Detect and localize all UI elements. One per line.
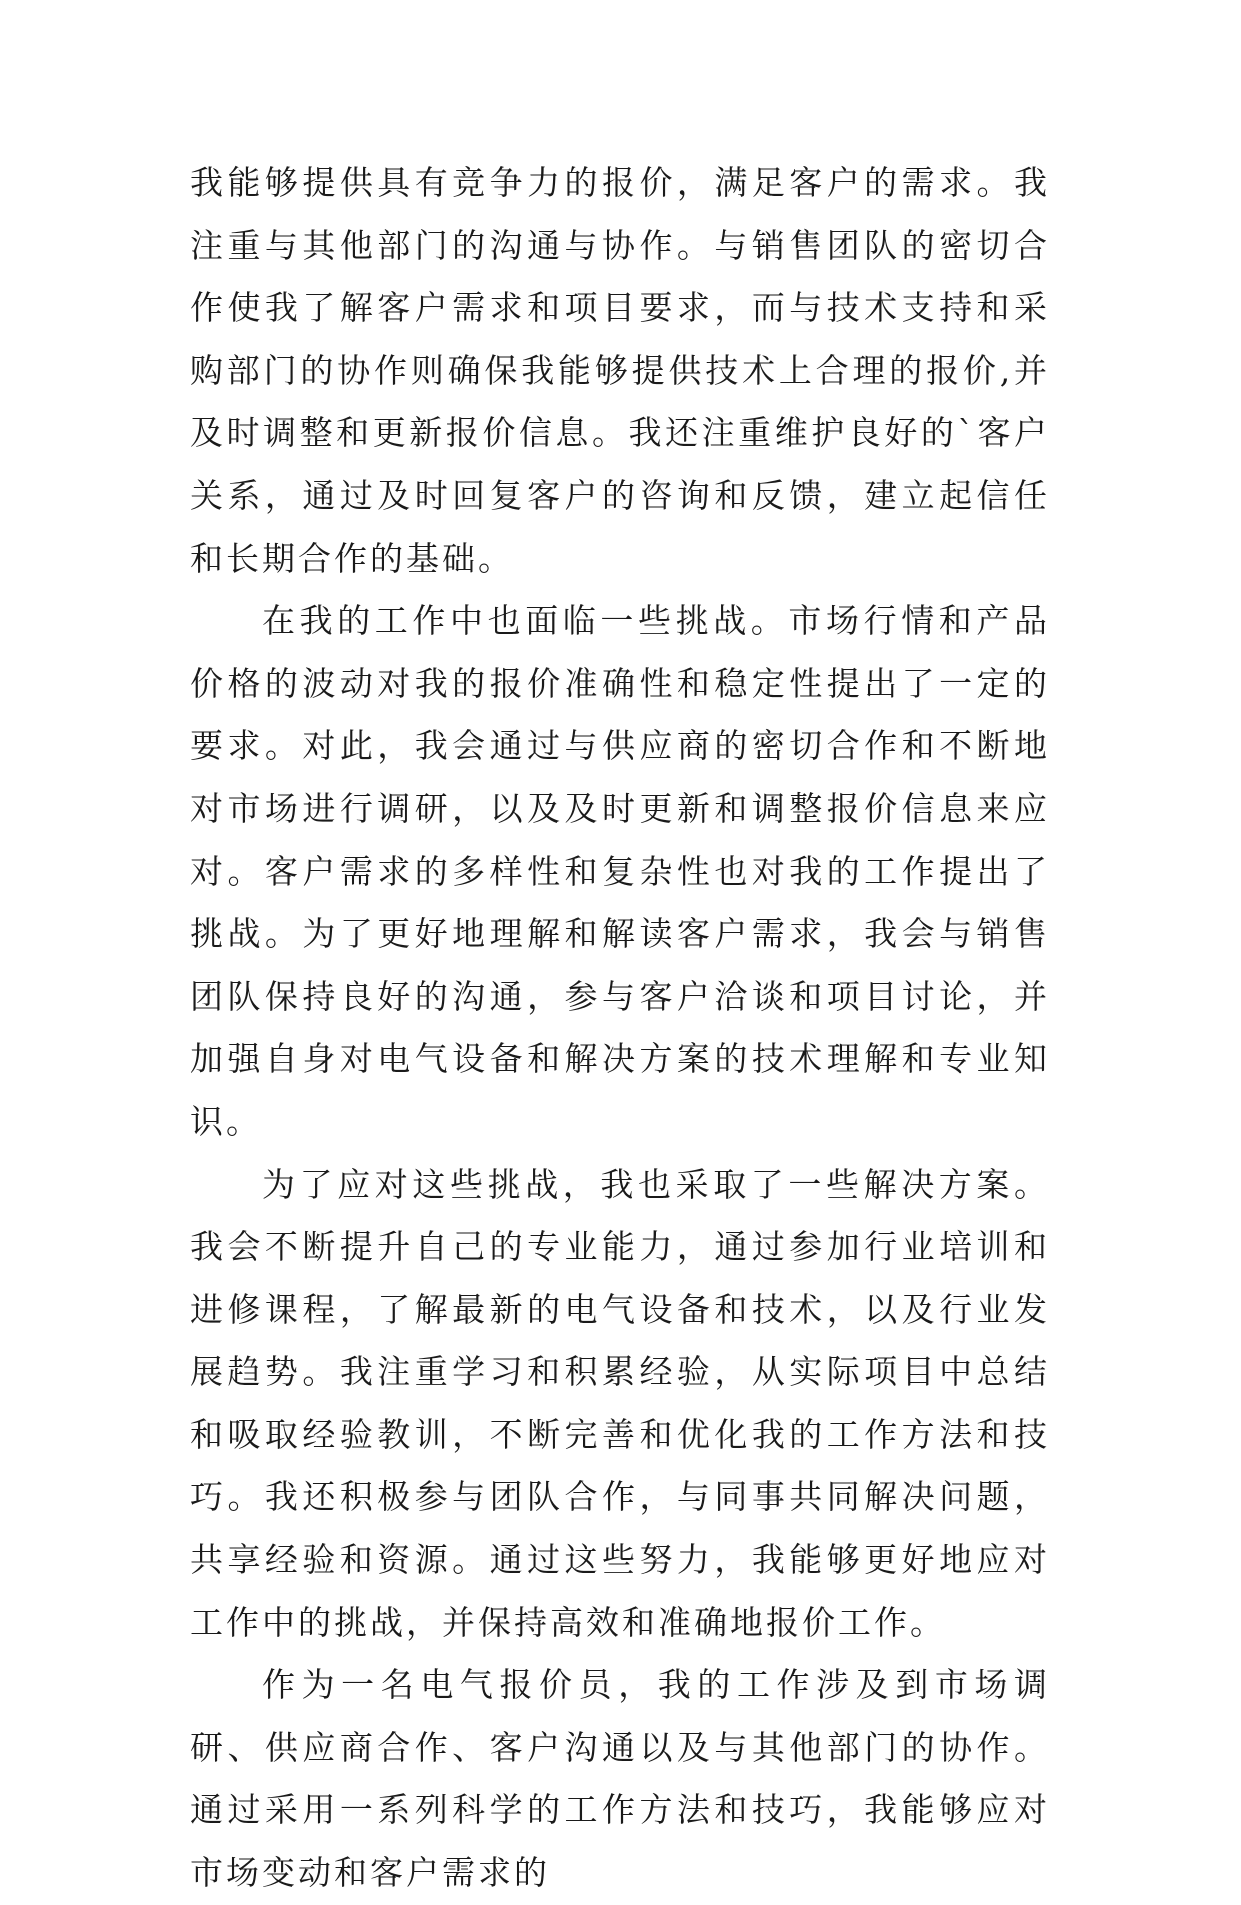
paragraph-1: 我能够提供具有竞争力的报价，满足客户的需求。我注重与其他部门的沟通与协作。与销售团队的密切合作使我了解客户需求和项目要求，而与技术支持和采购部门的协作则确保我能够提供技术上合理的报价,并及时调整和更新报价信息。我还注重维护良好的`客户关系，通过及时回复客户的咨询和反馈，建立起信任和长期合作的基础。: [190, 163, 1050, 578]
paragraph-4: 作为一名电气报价员，我的工作涉及到市场调研、供应商合作、客户沟通以及与其他部门的协作。通过采用一系列科学的工作方法和技巧，我能够应对市场变动和客户需求的: [190, 1665, 1050, 1893]
paragraph-2: 在我的工作中也面临一些挑战。市场行情和产品价格的波动对我的报价准确性和稳定性提出了一定的要求。对此，我会通过与供应商的密切合作和不断地对市场进行调研，以及及时更新和调整报价信息来应对。客户需求的多样性和复杂性也对我的工作提出了挑战。为了更好地理解和解读客户需求，我会与销售团队保持良好的沟通，参与客户洽谈和项目讨论，并加强自身对电气设备和解决方案的技术理解和专业知识。: [190, 601, 1050, 1141]
document-body: [190, 152, 1050, 1905]
paragraph-3: 为了应对这些挑战，我也采取了一些解决方案。我会不断提升自己的专业能力，通过参加行业培训和进修课程，了解最新的电气设备和技术，以及行业发展趋势。我注重学习和积累经验，从实际项目中总结和吸取经验教训，不断完善和优化我的工作方法和技巧。我还积极参与团队合作，与同事共同解决问题，共享经验和资源。通过这些努力，我能够更好地应对工作中的挑战，并保持高效和准确地报价工作。: [190, 1164, 1050, 1642]
